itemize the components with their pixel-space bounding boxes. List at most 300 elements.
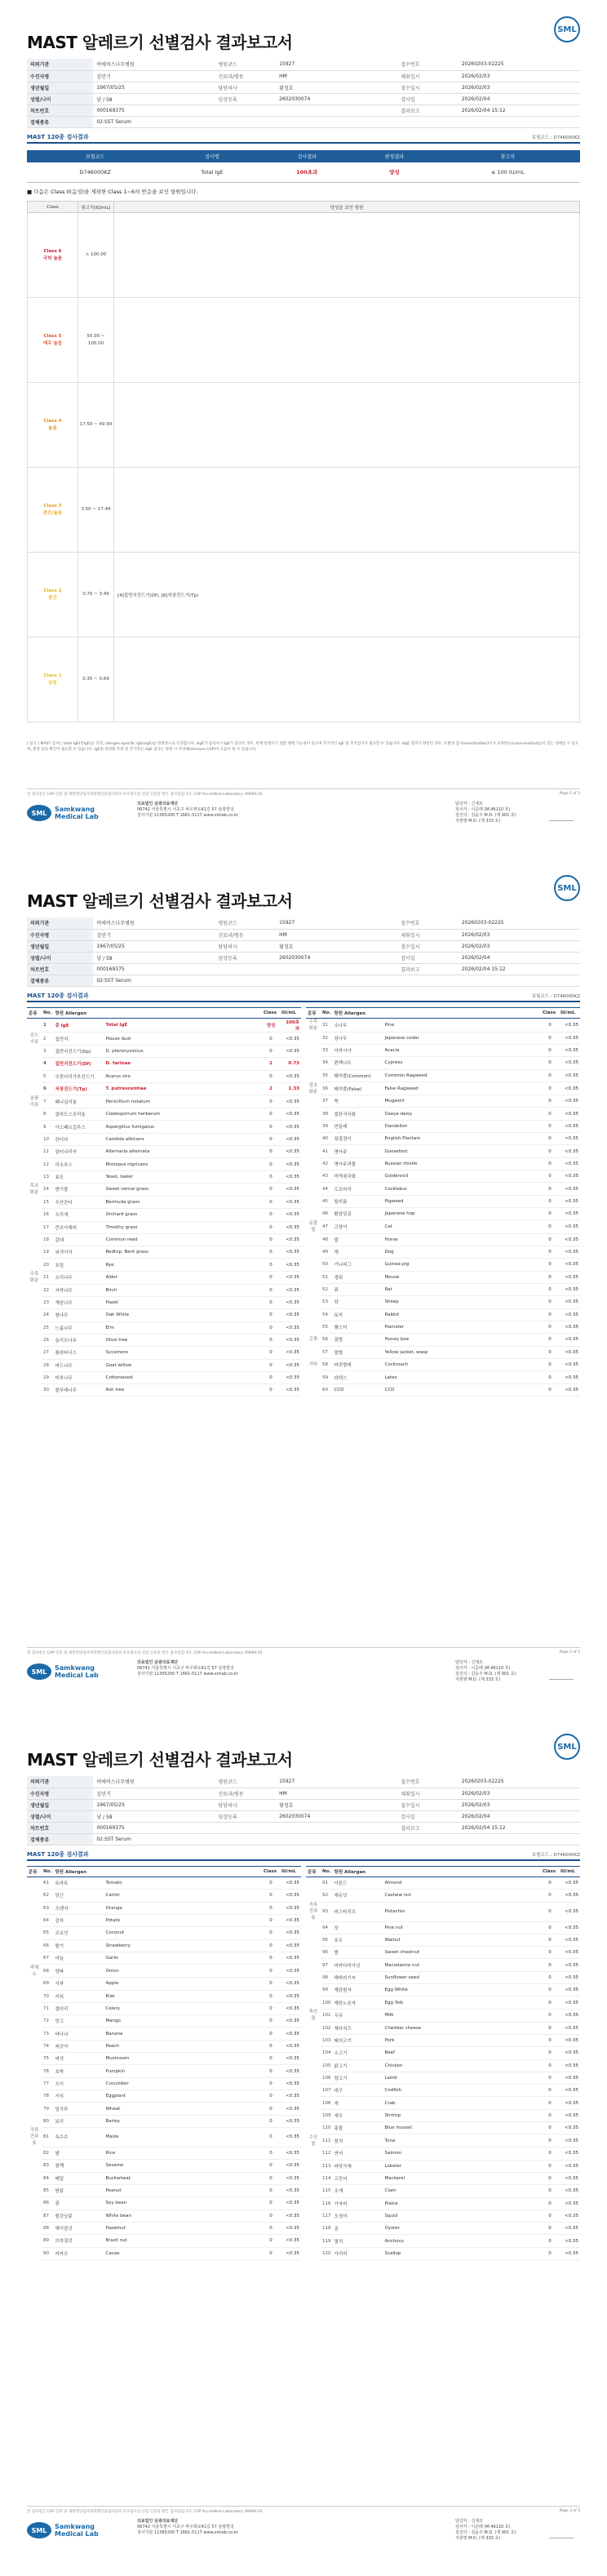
info-label: 병원코드 bbox=[215, 1776, 277, 1788]
allergen-en: Wheat bbox=[104, 2103, 262, 2115]
info-collect: 2026/02/03 bbox=[459, 1788, 580, 1799]
allergen-en: Carrot bbox=[104, 1890, 262, 1902]
allergen-kr: 효모 bbox=[53, 1170, 104, 1183]
allergen-tables bbox=[27, 1007, 580, 1397]
info-label: 접수번호 bbox=[397, 1776, 459, 1788]
allergen-en: Kiwi bbox=[104, 1990, 262, 2002]
col-header: 참고치(IU/mL) bbox=[78, 202, 114, 213]
allergen-no: 53 bbox=[321, 1296, 332, 1308]
allergen-en: Cacao bbox=[104, 2247, 262, 2260]
allergen-group bbox=[27, 2160, 42, 2172]
section-title: MAST 120종 검사결과 bbox=[27, 1851, 89, 1858]
allergen-en: CCD bbox=[383, 1383, 541, 1397]
allergen-class: 0 bbox=[541, 1145, 559, 1157]
allergen-kr: 캐슈넛 bbox=[333, 1890, 383, 1902]
allergen-group bbox=[306, 2022, 321, 2034]
info-label-empty bbox=[215, 963, 277, 975]
allergen-class: 0 bbox=[541, 2034, 559, 2046]
page-title: MAST 알레르기 선별검사 결과보고서 bbox=[27, 891, 293, 911]
allergen-no: 80 bbox=[42, 2115, 53, 2127]
allergen-value: <0.35 bbox=[280, 2115, 301, 2127]
table-row bbox=[27, 2077, 301, 2090]
allergen-value: <0.35 bbox=[559, 2134, 580, 2147]
allergen-value: <0.35 bbox=[280, 2247, 301, 2260]
col-header: 항원 Allergen bbox=[53, 1867, 262, 1877]
allergen-en: Peach bbox=[104, 2040, 262, 2052]
allergen-kr: 오렌지 bbox=[53, 1902, 104, 1914]
table-row bbox=[306, 1959, 580, 1971]
signature bbox=[549, 2524, 574, 2538]
allergen-kr: 새우 bbox=[333, 2109, 383, 2121]
sign-line: 검진의 : 김윤주 M.D. (제 901 호) bbox=[455, 813, 516, 818]
allergen-kr: 헤이즐넛 bbox=[53, 2222, 104, 2234]
allergen-group bbox=[306, 1095, 321, 1108]
table-row bbox=[306, 1934, 580, 1946]
sign-line: 검진의 : 김윤주 M.D. (제 901 호) bbox=[455, 1672, 516, 1677]
allergen-value: <0.35 bbox=[280, 1914, 301, 1926]
allergen-value: <0.35 bbox=[559, 1133, 580, 1145]
allergen-value: <0.35 bbox=[559, 1108, 580, 1120]
allergen-kr: 조개 bbox=[333, 2185, 383, 2197]
allergen-kr: 개 bbox=[332, 1246, 383, 1258]
allergen-en: D. farinae bbox=[104, 1058, 262, 1070]
info-label: 성별/나이 bbox=[27, 1810, 93, 1822]
allergen-group bbox=[306, 1321, 321, 1333]
allergen-kr: 명아주 bbox=[332, 1145, 383, 1157]
info-value-empty bbox=[276, 116, 397, 127]
footer-logo bbox=[27, 1663, 99, 1680]
info-label: 병원코드 bbox=[215, 59, 277, 70]
col-header: No. bbox=[321, 1008, 332, 1019]
total-reference: ≤ 100 IU/mL bbox=[436, 162, 580, 182]
table-row bbox=[27, 2115, 301, 2127]
table-row bbox=[27, 1209, 301, 1221]
table-row bbox=[306, 2097, 580, 2109]
allergen-value: <0.35 bbox=[280, 1939, 301, 1952]
table-row bbox=[306, 1321, 580, 1333]
class-note: ■ 다음은 Class 0(음성)을 제외한 Class 1~6의 반응을 보인 항원입니다. bbox=[27, 189, 198, 195]
info-chart: 000169375 bbox=[93, 963, 215, 975]
allergen-group bbox=[27, 1221, 42, 1233]
page-title: MAST 알레르기 선별검사 결과보고서 bbox=[27, 1750, 293, 1770]
allergen-kr: 클라도스포리움 bbox=[53, 1108, 104, 1121]
allergen-value: <0.35 bbox=[280, 1334, 301, 1346]
class-allergens bbox=[114, 213, 580, 298]
allergen-class: 0 bbox=[262, 1183, 280, 1196]
allergen-group bbox=[27, 1133, 42, 1145]
class-desc: 낮음 bbox=[48, 680, 57, 686]
allergen-group bbox=[306, 1120, 321, 1132]
allergen-value: <0.35 bbox=[280, 1070, 301, 1082]
allergen-class: 0 bbox=[541, 2085, 559, 2097]
allergen-value: <0.35 bbox=[280, 1359, 301, 1371]
allergen-group bbox=[27, 1246, 42, 1259]
info-org: 비에비스나무병원 bbox=[93, 1776, 215, 1788]
allergen-en: Maize bbox=[104, 2127, 262, 2147]
allergen-value: <0.35 bbox=[559, 1321, 580, 1333]
allergen-en: Egg White bbox=[383, 1984, 542, 1996]
table-row bbox=[306, 2160, 580, 2172]
allergen-value: <0.35 bbox=[280, 1183, 301, 1196]
allergen-value: <0.35 bbox=[280, 1170, 301, 1183]
info-label: 결과보고 bbox=[397, 963, 459, 975]
table-row bbox=[27, 1259, 301, 1271]
allergen-kr: 피스타치오 bbox=[333, 1902, 383, 1921]
allergen-class: 0 bbox=[262, 2197, 280, 2210]
info-test_date: 2026/02/04 bbox=[459, 93, 580, 104]
allergen-kr: 물푸레나무 bbox=[53, 1384, 104, 1397]
table-row bbox=[27, 1902, 301, 1914]
table-row bbox=[306, 2210, 580, 2222]
allergen-en: Lobster bbox=[383, 2160, 542, 2172]
allergen-no: 63 bbox=[42, 1902, 53, 1914]
allergen-no: 57 bbox=[321, 1346, 332, 1358]
allergen-no: 48 bbox=[321, 1233, 332, 1246]
allergen-group bbox=[27, 1877, 42, 1890]
allergen-class: 0 bbox=[541, 2197, 559, 2210]
allergen-en: Yeast, baker bbox=[104, 1170, 262, 1183]
info-sexage: 남 / 58 bbox=[93, 1810, 215, 1822]
allergen-group bbox=[306, 1233, 321, 1246]
allergen-no: 46 bbox=[321, 1208, 332, 1220]
allergen-no: 120 bbox=[321, 2247, 333, 2259]
class-desc: 극히 높음 bbox=[42, 255, 63, 261]
allergen-kr: 게 bbox=[333, 2097, 383, 2109]
table-row bbox=[27, 2053, 301, 2065]
allergen-value: <0.35 bbox=[280, 2053, 301, 2065]
col-header: 분류 bbox=[306, 1008, 321, 1019]
footer-signatures bbox=[455, 2519, 516, 2542]
allergen-no: 30 bbox=[42, 1384, 53, 1397]
allergen-no: 22 bbox=[42, 1284, 53, 1296]
allergen-en: Banana bbox=[104, 2027, 262, 2040]
table-row bbox=[306, 1921, 580, 1934]
allergen-value: <0.35 bbox=[280, 1133, 301, 1145]
allergen-class: 0 bbox=[541, 2134, 559, 2147]
class-range: 0.70 ~ 3.49 bbox=[78, 553, 114, 637]
info-label: 채취일시 bbox=[397, 70, 459, 82]
addr-line: 검사기관 11365200 T 1661-5117 www.smlab.co.kr bbox=[137, 1672, 238, 1677]
sign-line: 담당자 : 신재조 bbox=[455, 1660, 483, 1665]
info-value-empty bbox=[276, 963, 397, 975]
result-section bbox=[27, 132, 580, 183]
sign-line: 지현명 M.D. (제 333 호) bbox=[455, 2536, 501, 2541]
allergen-kr: 페니실리움 bbox=[53, 1095, 104, 1108]
table-row bbox=[306, 1044, 580, 1056]
table-row bbox=[306, 1057, 580, 1069]
allergen-class: 0 bbox=[262, 1952, 280, 1964]
allergen-value: <0.35 bbox=[280, 1347, 301, 1359]
footer-logo bbox=[27, 805, 99, 821]
allergen-class: 0 bbox=[541, 1208, 559, 1220]
allergen-value: <0.35 bbox=[280, 1297, 301, 1309]
col-header: Class bbox=[28, 202, 78, 213]
allergen-en: Sycamore bbox=[104, 1347, 262, 1359]
info-dept: HM bbox=[276, 70, 397, 82]
footer bbox=[27, 2519, 580, 2552]
allergen-kr: 망고 bbox=[53, 2015, 104, 2027]
allergen-en: Tomato bbox=[104, 1877, 262, 1890]
allergen-no: 56 bbox=[321, 1334, 332, 1346]
allergen-en: Rhizopus nigricans bbox=[104, 1158, 262, 1170]
allergen-en: Acacia bbox=[383, 1044, 541, 1056]
col-header: 항원 Allergen bbox=[53, 1008, 262, 1019]
allergen-en: Chicken bbox=[383, 2059, 542, 2072]
allergen-group bbox=[27, 1902, 42, 1914]
allergen-class: 0 bbox=[262, 1108, 280, 1121]
allergen-group bbox=[306, 1890, 321, 1902]
allergen-kr: 리조푸스 bbox=[53, 1158, 104, 1170]
info-label-empty bbox=[215, 116, 277, 127]
allergen-group bbox=[306, 1032, 321, 1044]
allergen-value: <0.35 bbox=[280, 2015, 301, 2027]
allergen-en: Celery bbox=[104, 2002, 262, 2014]
allergen-no: 37 bbox=[321, 1095, 332, 1108]
allergen-en: Elm bbox=[104, 1321, 262, 1334]
table-row bbox=[306, 2247, 580, 2259]
allergen-class: 0 bbox=[262, 1259, 280, 1271]
allergen-en: Goldenrod bbox=[383, 1170, 541, 1183]
allergen-no: 23 bbox=[42, 1297, 53, 1309]
allergen-kr: 감자 bbox=[53, 1914, 104, 1926]
table-row bbox=[27, 1359, 301, 1371]
info-label: 성별/나이 bbox=[27, 952, 93, 963]
sml-mark: SML bbox=[27, 1663, 51, 1680]
allergen-class: 0 bbox=[262, 1221, 280, 1233]
allergen-table bbox=[306, 1007, 580, 1397]
allergen-class: 0 bbox=[541, 1971, 559, 1983]
allergen-value: <0.35 bbox=[559, 1971, 580, 1983]
allergen-group: 과채소 bbox=[29, 1965, 39, 1977]
class-allergens bbox=[114, 468, 580, 553]
allergen-value: 0.73 bbox=[280, 1058, 301, 1070]
allergen-kr: 오이 bbox=[53, 2077, 104, 2090]
allergen-value: <0.35 bbox=[559, 1890, 580, 1902]
allergen-kr: 참나무 bbox=[53, 1309, 104, 1321]
allergen-no: 6 bbox=[42, 1082, 53, 1095]
allergen-en: Sweet chestnut bbox=[383, 1947, 542, 1959]
allergen-class: 0 bbox=[262, 1284, 280, 1296]
info-label: 결과보고 bbox=[397, 1822, 459, 1833]
allergen-no: 33 bbox=[321, 1044, 332, 1056]
allergen-no: 43 bbox=[321, 1170, 332, 1183]
info-label: 담당의사 bbox=[215, 82, 277, 93]
allergen-kr: 당근 bbox=[53, 1890, 104, 1902]
allergen-kr: 돼지고기 bbox=[333, 2034, 383, 2046]
allergen-value: <0.35 bbox=[280, 2235, 301, 2247]
allergen-group bbox=[306, 1934, 321, 1946]
allergen-kr: 기니피그 bbox=[332, 1259, 383, 1271]
signature bbox=[549, 806, 574, 821]
allergen-kr: 딸기 bbox=[53, 1939, 104, 1952]
table-row bbox=[27, 2065, 301, 2077]
info-sexage: 남 / 58 bbox=[93, 93, 215, 104]
allergen-no: 68 bbox=[42, 1965, 53, 1978]
allergen-class: 0 bbox=[541, 1019, 559, 1033]
table-row bbox=[306, 1032, 580, 1044]
info-recv_date: 2026/02/03 bbox=[459, 82, 580, 93]
table-row bbox=[306, 1358, 580, 1370]
allergen-group bbox=[27, 1108, 42, 1121]
allergen-value: <0.35 bbox=[559, 1233, 580, 1246]
allergen-value: <0.35 bbox=[559, 1371, 580, 1383]
allergen-kr: 햄스터 bbox=[332, 1321, 383, 1333]
info-report_date: 2026/02/04 15:12 bbox=[459, 963, 580, 975]
allergen-group bbox=[306, 2047, 321, 2059]
info-label: 검체종류 bbox=[27, 116, 93, 127]
table-row bbox=[306, 2009, 580, 2022]
allergen-no: 40 bbox=[321, 1133, 332, 1145]
allergen-class: 0 bbox=[262, 1209, 280, 1221]
table-row bbox=[306, 1157, 580, 1170]
allergen-group bbox=[306, 1308, 321, 1321]
table-row bbox=[27, 2103, 301, 2115]
table-row bbox=[306, 1246, 580, 1258]
allergen-group bbox=[27, 1309, 42, 1321]
allergen-no: 4 bbox=[42, 1058, 53, 1070]
sign-line: 지현명 M.D. (제 333 호) bbox=[455, 1677, 501, 1682]
table-row bbox=[27, 1170, 301, 1183]
allergen-no: 60 bbox=[321, 1383, 332, 1397]
allergen-no: 15 bbox=[42, 1196, 53, 1208]
allergen-no: 105 bbox=[321, 2059, 333, 2072]
table-row bbox=[306, 1019, 580, 1033]
allergen-class: 0 bbox=[541, 2185, 559, 2197]
allergen-en: Walnut bbox=[383, 1934, 542, 1946]
table-row bbox=[306, 2034, 580, 2046]
allergen-kr: 삼나무 bbox=[332, 1032, 383, 1044]
allergen-value: <0.35 bbox=[280, 1233, 301, 1246]
allergen-en: Orange bbox=[104, 1902, 262, 1914]
col-header: Class bbox=[541, 1867, 559, 1877]
allergen-class: 0 bbox=[262, 1877, 280, 1890]
allergen-no: 119 bbox=[321, 2235, 333, 2247]
allergen-class: 0 bbox=[541, 2247, 559, 2259]
allergen-value: <0.35 bbox=[559, 1170, 580, 1183]
allergen-value: <0.35 bbox=[280, 2002, 301, 2014]
class-desc: 매우 높음 bbox=[42, 340, 63, 346]
allergen-en: Salmon bbox=[383, 2147, 542, 2160]
class-range: 0.35 ~ 0.69 bbox=[78, 637, 114, 722]
info-value-empty bbox=[459, 975, 580, 986]
allergen-class: 0 bbox=[541, 1069, 559, 1081]
allergen-group bbox=[306, 1947, 321, 1959]
cert-text: 본 검사실은 CAP 인증 및 대한진단검사의학회인증검사실의 우수검사실 신임 인증을 받은 검사실입니다. CAP Accredited Laboratory: 69944-01 bbox=[27, 793, 263, 797]
allergen-class: 0 bbox=[541, 1108, 559, 1120]
section-title: MAST 120종 검사결과 bbox=[27, 993, 89, 999]
allergen-no: 51 bbox=[321, 1271, 332, 1283]
allergen-class: 0 bbox=[262, 1978, 280, 1990]
allergen-en: Guinea pig bbox=[383, 1259, 541, 1271]
info-report_date: 2026/02/04 15:12 bbox=[459, 104, 580, 116]
allergen-class: 0 bbox=[541, 1358, 559, 1370]
allergen-value: <0.35 bbox=[559, 1358, 580, 1370]
info-label: 채취일시 bbox=[397, 929, 459, 940]
table-row bbox=[306, 2235, 580, 2247]
class-desc: 높음 bbox=[48, 425, 57, 431]
allergen-group bbox=[306, 1246, 321, 1258]
allergen-no: 62 bbox=[42, 1890, 53, 1902]
allergen-group bbox=[27, 2235, 42, 2247]
table-row bbox=[27, 1196, 301, 1208]
allergen-group: 목초화분 bbox=[29, 1184, 39, 1196]
allergen-no: 83 bbox=[42, 2160, 53, 2172]
allergen-group bbox=[27, 2247, 42, 2260]
company-en1: Samkwang bbox=[55, 806, 95, 813]
table-row bbox=[27, 1108, 301, 1121]
table-row bbox=[27, 1183, 301, 1196]
table-row bbox=[306, 2172, 580, 2184]
allergen-no: 54 bbox=[321, 1308, 332, 1321]
allergen-class: 0 bbox=[541, 1246, 559, 1258]
allergen-en: Aspergillus fumigatus bbox=[104, 1121, 262, 1133]
class-allergens: [4]집먼지진드기(Df), [6]저장진드기(Tp) bbox=[114, 553, 580, 637]
allergen-kr: 호두 bbox=[333, 1934, 383, 1946]
table-row bbox=[27, 2090, 301, 2103]
patient-info-table bbox=[27, 1776, 580, 1845]
table-row bbox=[27, 1121, 301, 1133]
info-recv: 20260203-02225 bbox=[459, 917, 580, 929]
allergen-group: 곤충 bbox=[308, 1337, 318, 1343]
info-label: 생년월일 bbox=[27, 1799, 93, 1810]
allergen-no: 52 bbox=[321, 1283, 332, 1295]
allergen-value: <0.35 bbox=[280, 1121, 301, 1133]
allergen-en: Blue mussel bbox=[383, 2122, 542, 2134]
allergen-group bbox=[27, 1321, 42, 1334]
total-judgement: 양성 bbox=[353, 162, 436, 182]
allergen-value: <0.35 bbox=[280, 2090, 301, 2103]
info-doctor: 황정호 bbox=[276, 82, 397, 93]
allergen-no: 75 bbox=[42, 2053, 53, 2065]
table-row bbox=[306, 2122, 580, 2134]
info-label-empty bbox=[215, 1822, 277, 1833]
allergen-en: Sesame bbox=[104, 2160, 262, 2172]
allergen-group bbox=[306, 1183, 321, 1195]
allergen-kr: 흰강낭콩 bbox=[53, 2210, 104, 2222]
allergen-class: 0 bbox=[541, 1371, 559, 1383]
table-row bbox=[306, 1271, 580, 1283]
allergen-group bbox=[27, 1158, 42, 1170]
allergen-class: 0 bbox=[541, 2160, 559, 2172]
allergen-group bbox=[306, 2223, 321, 2235]
allergen-group bbox=[27, 1914, 42, 1926]
allergen-en: Pigweed bbox=[383, 1195, 541, 1207]
allergen-kr: 아몬드 bbox=[333, 1877, 383, 1890]
allergen-group bbox=[27, 1259, 42, 1271]
allergen-class: 0 bbox=[541, 2235, 559, 2247]
sign-line: 검진의 : 김윤주 M.D. (제 901 호) bbox=[455, 2530, 516, 2535]
class-label bbox=[28, 298, 78, 383]
signature bbox=[549, 1665, 574, 1680]
allergen-kr: 아스페르길루스 bbox=[53, 1121, 104, 1133]
allergen-kr: 가리비 bbox=[333, 2247, 383, 2259]
allergen-en: Pine bbox=[383, 1019, 541, 1033]
table-row bbox=[27, 1978, 301, 1990]
allergen-no: 5 bbox=[42, 1070, 53, 1082]
allergen-group bbox=[306, 1271, 321, 1283]
info-sample: 02:SST Serum bbox=[93, 1833, 215, 1845]
table-row bbox=[306, 1145, 580, 1157]
company-en1: Samkwang bbox=[55, 2523, 95, 2530]
allergen-kr: 도꼬마리 bbox=[332, 1183, 383, 1195]
table-row bbox=[27, 2160, 301, 2172]
allergen-group bbox=[27, 1359, 42, 1371]
total-ige-table bbox=[27, 150, 580, 183]
allergen-kr: 갈대 bbox=[53, 1233, 104, 1246]
allergen-value: <0.35 bbox=[559, 2172, 580, 2184]
table-row bbox=[27, 2002, 301, 2014]
allergen-en: Russian thistle bbox=[383, 1157, 541, 1170]
